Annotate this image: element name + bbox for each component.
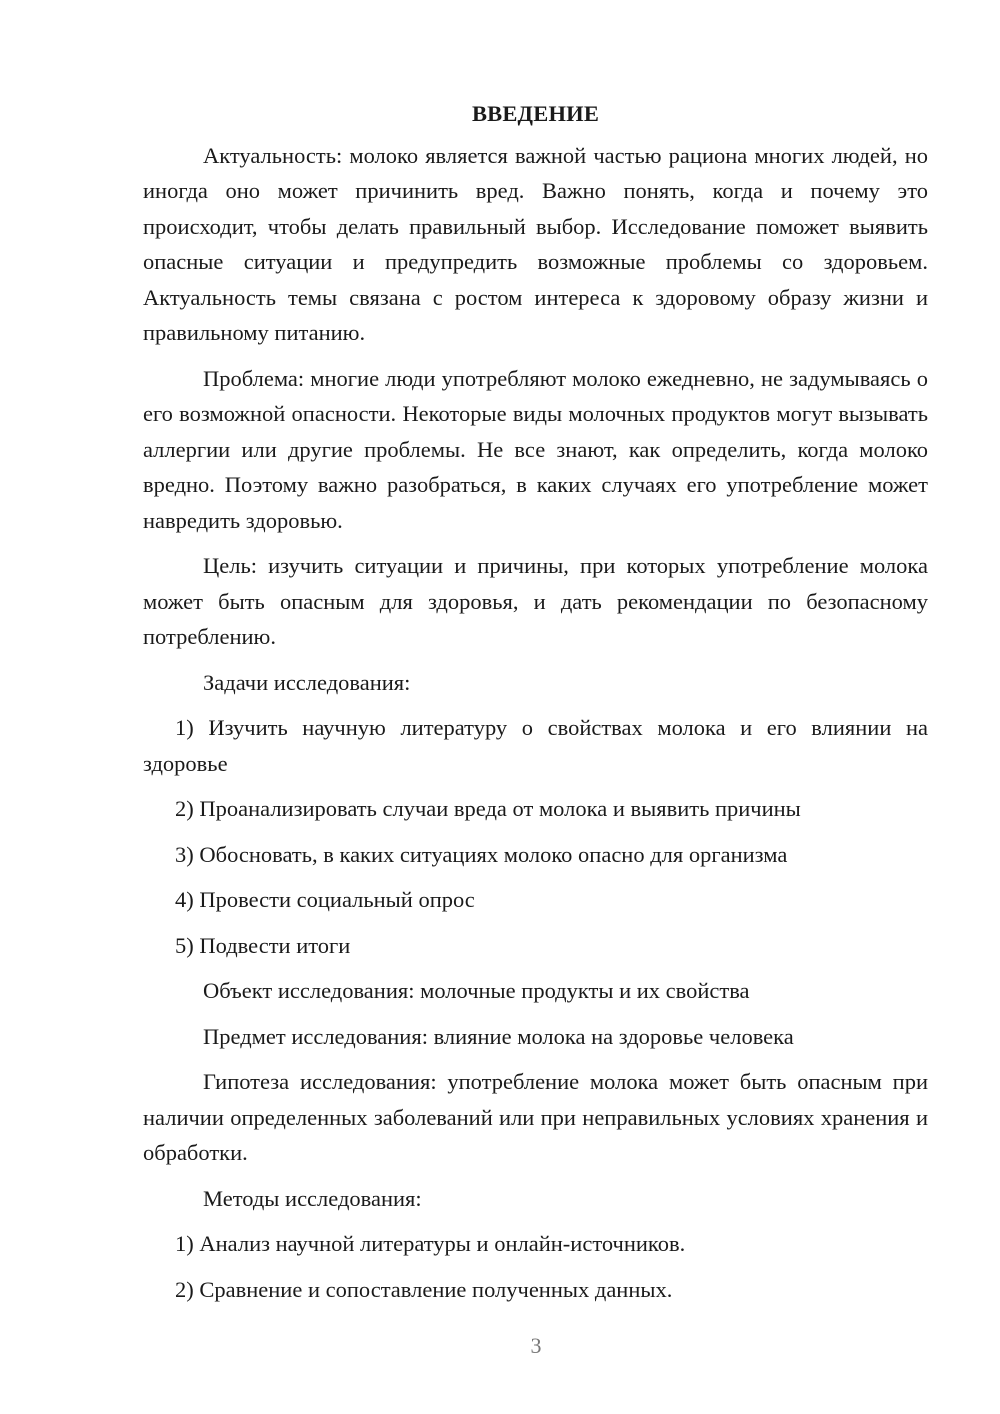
tasks-label: Задачи исследования: [203,669,411,695]
object-line: Объект исследования: молочные продукты и их свойства [203,978,750,1003]
hypothesis-paragraph: Гипотеза исследования: употребление молока может быть опасным при наличии определенных заболеваний или при неправильных условиях хранения и обработки. [143,1069,928,1165]
methods-label: Методы исследования: [203,1185,422,1211]
goal-paragraph: Цель: изучить ситуации и причины, при которых употребление молока может быть опасным для здоровья, и дать рекомендации по безопасному потреблению. [143,553,928,649]
relevance-paragraph: Актуальность: молоко является важной частью рациона многих людей, но иногда оно может причинить вред. Важно понять, когда и почему это происходит, чтобы делать правильный выбор. Исследование поможет выявить опасные ситуации и предупредить возможные проблемы со здоровьем. Актуальность темы связана с ростом интереса к здоровому образу жизни и правильному питанию. [143,142,928,345]
task-item: 4) Провести социальный опрос [175,887,475,912]
problem-paragraph: Проблема: многие люди употребляют молоко ежедневно, не задумываясь о его возможной опасности. Некоторые виды молочных продуктов могут вызывать аллергии или другие проблемы. Не все знают, как определить, когда молоко вредно. Поэтому важно разобраться, в каких случаях его употребление может навредить здоровью. [143,365,928,533]
method-item: 2) Сравнение и сопоставление полученных данных. [175,1276,673,1302]
task-item: 5) Подвести итоги [175,932,351,958]
method-item: 1) Анализ научной литературы и онлайн-источников. [175,1231,686,1256]
subject-line: Предмет исследования: влияние молока на здоровье человека [203,1023,794,1049]
page-content [143,96,928,1317]
task-item: 3) Обосновать, в каких ситуациях молоко опасно для организма [175,841,788,867]
task-item: 1) Изучить научную литературу о свойствах молока и его влиянии на здоровье [143,715,928,776]
task-item: 2) Проанализировать случаи вреда от молока и выявить причины [175,796,801,821]
page-number: 3 [530,1333,542,1358]
page-title: ВВЕДЕНИЕ [471,101,600,126]
